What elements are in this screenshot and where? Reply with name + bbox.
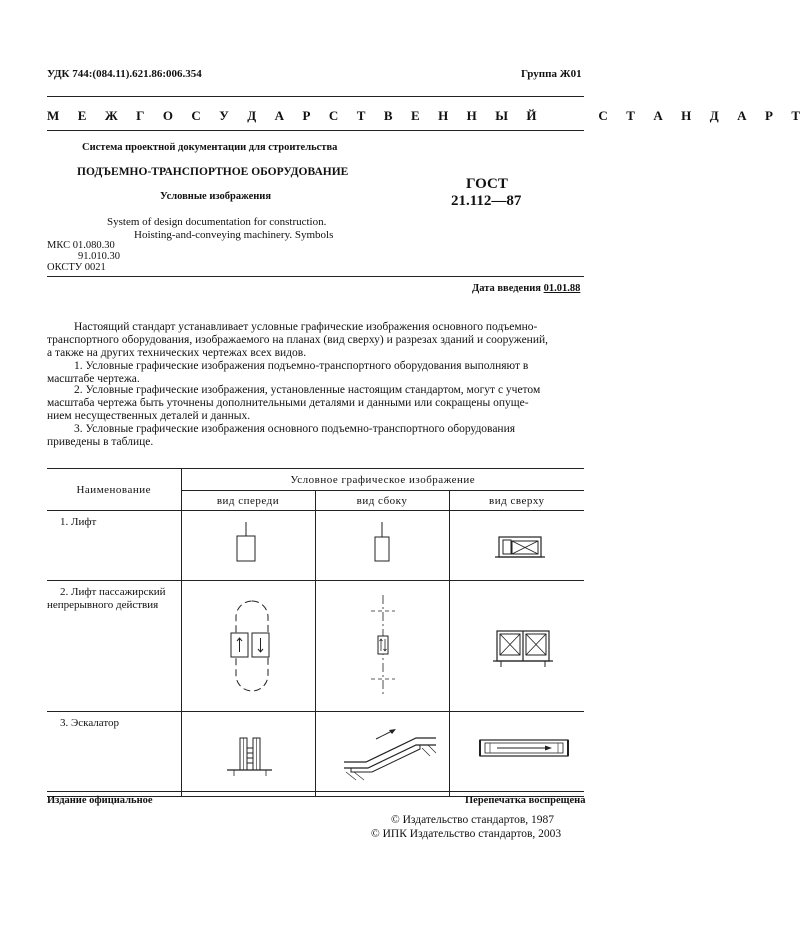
symbols-table	[47, 468, 584, 797]
row-name-escalator	[47, 712, 181, 797]
p1-line2: масштабе чертежа.	[47, 373, 140, 386]
col-side-header: вид сбоку	[315, 491, 449, 511]
row-name-lift	[47, 511, 181, 581]
table-row	[47, 511, 584, 581]
gost-number: 21.112—87	[451, 193, 522, 209]
gost-label: ГОСТ	[466, 176, 508, 192]
mks-code-2: 91.010.30	[78, 251, 120, 262]
paternoster-top-cell	[449, 581, 584, 712]
copyright-1987: © Издательство стандартов, 1987	[391, 814, 555, 826]
copyright-2003: © ИПК Издательство стандартов, 2003	[371, 828, 562, 840]
row-name-paternoster	[47, 581, 181, 712]
lift-top-cell	[449, 511, 584, 581]
row-name-line1: 3. Эскалатор	[60, 717, 120, 729]
table-row	[47, 712, 584, 797]
paternoster-side-cell	[315, 581, 449, 712]
col-front-header: вид спереди	[181, 491, 315, 511]
p2-line3: нием несущественных деталей и данных.	[47, 410, 251, 423]
paragraph-3	[47, 423, 584, 449]
lift-front-symbol	[182, 511, 316, 580]
document-subtitle: Условные изображения	[160, 191, 272, 202]
mks-code-1: МКС 01.080.30	[47, 240, 115, 251]
standard-banner: М Е Ж Г О С У Д А Р С Т В Е Н Н Ы Й С Т А Н Д А Р Т	[47, 108, 808, 123]
col-top-header: вид сверху	[449, 491, 584, 511]
title-rule	[47, 276, 584, 277]
english-title-line2: Hoisting-and-conveying machinery. Symbols	[134, 229, 334, 241]
escalator-top-symbol	[450, 712, 585, 796]
lift-side-cell	[315, 511, 449, 581]
table-header-row	[47, 469, 584, 491]
p3-line1: 3. Условные графические изображения основного подъемно-транспортного оборудования	[74, 423, 516, 435]
group-code: Группа Ж01	[521, 68, 582, 80]
lift-side-symbol	[316, 511, 450, 580]
effective-date-value: 01.01.88	[543, 283, 581, 294]
intro-line1: Настоящий стандарт устанавливает условные графические изображения основного подъемно-	[74, 321, 538, 333]
escalator-side-symbol	[316, 712, 450, 796]
row-name-line1: 1. Лифт	[60, 516, 97, 528]
paragraph-1	[47, 360, 584, 386]
escalator-top-cell	[449, 712, 584, 797]
paragraph-2	[47, 384, 584, 424]
paternoster-side-symbol	[316, 581, 450, 711]
udk-code: УДК 744:(084.11).621.86:006.354	[47, 68, 202, 80]
paternoster-front-symbol	[182, 581, 316, 711]
escalator-front-cell	[181, 712, 315, 797]
lift-top-symbol	[450, 511, 585, 580]
lift-front-cell	[181, 511, 315, 581]
row-name-line2: непрерывного действия	[47, 599, 159, 611]
col-name-header: Наименование	[47, 469, 181, 511]
footer-rule	[47, 791, 584, 792]
english-title-line1: System of design documentation for construction.	[107, 216, 327, 228]
effective-date-label: Дата введения	[472, 283, 541, 294]
document-title: ПОДЪЕМНО-ТРАНСПОРТНОЕ ОБОРУДОВАНИЕ	[77, 166, 349, 178]
paragraph-intro	[47, 321, 584, 361]
paternoster-front-cell	[181, 581, 315, 712]
p1-line1: 1. Условные графические изображения подъемно-транспортного оборудования выполняют в	[74, 360, 529, 372]
reprint-prohibited: Перепечатка воспрещена	[465, 795, 586, 806]
col-group-header: Условное графическое изображение	[181, 469, 584, 491]
effective-date	[472, 283, 580, 294]
intro-line2: транспортного оборудования, изображаемого на планах (вид сверху) и разрезах зданий и сооружений,	[47, 334, 549, 347]
p2-line1: 2. Условные графические изображения, установленные настоящим стандартом, могут с учетом	[74, 384, 541, 396]
top-rule	[47, 96, 584, 97]
escalator-side-cell	[315, 712, 449, 797]
escalator-front-symbol	[182, 712, 316, 796]
p2-line2: масштаба чертежа быть уточнены дополнительными деталями и данными или сокращены опуще-	[47, 397, 529, 410]
row-name-line1: 2. Лифт пассажирский	[60, 586, 166, 598]
official-edition: Издание официальное	[47, 795, 153, 806]
paternoster-top-symbol	[450, 581, 585, 711]
intro-line3: а также на других технических чертежах всех видов.	[47, 347, 307, 360]
okstu-code: ОКСТУ 0021	[47, 262, 106, 273]
banner-rule	[47, 130, 584, 131]
table-row	[47, 581, 584, 712]
system-name: Система проектной документации для строительства	[82, 142, 338, 153]
p3-line2: приведены в таблице.	[47, 436, 154, 449]
